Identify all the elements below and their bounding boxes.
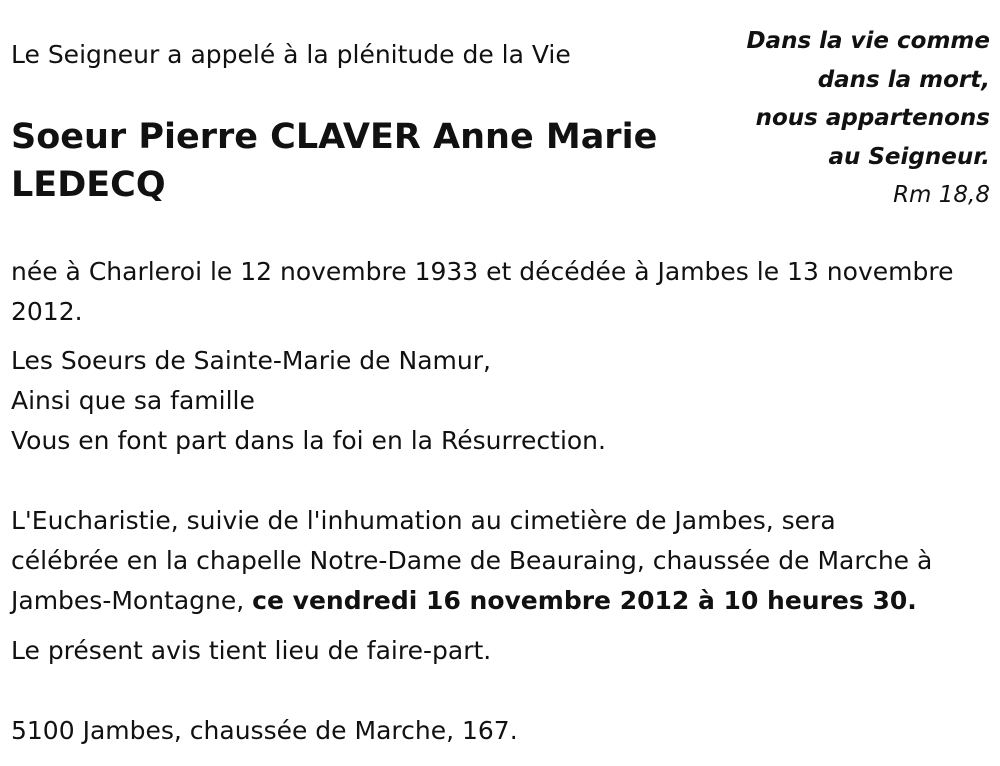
verse-line: nous appartenons bbox=[755, 105, 990, 131]
intro-text: Le Seigneur a appelé à la plénitude de la Vie bbox=[11, 40, 571, 69]
verse-line: dans la mort, bbox=[817, 66, 990, 93]
announcement-line: Les Soeurs de Sainte-Marie de Namur, bbox=[11, 346, 491, 375]
birth-death-line2: 2012. bbox=[11, 297, 83, 326]
ceremony-line3 bbox=[11, 581, 996, 621]
ceremony-place: Jambes-Montagne, bbox=[11, 586, 253, 615]
address-text: 5100 Jambes, chaussée de Marche, 167. bbox=[11, 716, 518, 745]
announcement-line: Ainsi que sa famille bbox=[11, 386, 255, 415]
ceremony-line2: célébrée en la chapelle Notre-Dame de Beauraing, chaussée de Marche à bbox=[11, 546, 933, 575]
scripture-quote bbox=[746, 22, 990, 215]
announcement-paragraph bbox=[11, 341, 996, 461]
announcement-line: Vous en font part dans la foi en la Résurrection. bbox=[11, 426, 606, 455]
birth-death-line1: née à Charleroi le 12 novembre 1933 et décédée à Jambes le 13 novembre bbox=[11, 257, 954, 286]
deceased-name-line1: Soeur Pierre CLAVER Anne Marie bbox=[11, 117, 658, 157]
verse-line: au Seigneur. bbox=[828, 143, 990, 170]
notice-text: Le présent avis tient lieu de faire-part. bbox=[11, 636, 492, 665]
deceased-name-line2: LEDECQ bbox=[11, 165, 166, 205]
deceased-name bbox=[11, 113, 711, 209]
ceremony-datetime: ce vendredi 16 novembre 2012 à 10 heures 30. bbox=[252, 586, 917, 615]
ceremony-paragraph bbox=[11, 501, 996, 621]
verse-line: Dans la vie comme bbox=[746, 28, 990, 54]
ceremony-line1: L'Eucharistie, suivie de l'inhumation au cimetière de Jambes, sera bbox=[11, 506, 836, 535]
verse-reference: Rm 18,8 bbox=[893, 182, 990, 208]
birth-death-paragraph bbox=[11, 252, 996, 332]
